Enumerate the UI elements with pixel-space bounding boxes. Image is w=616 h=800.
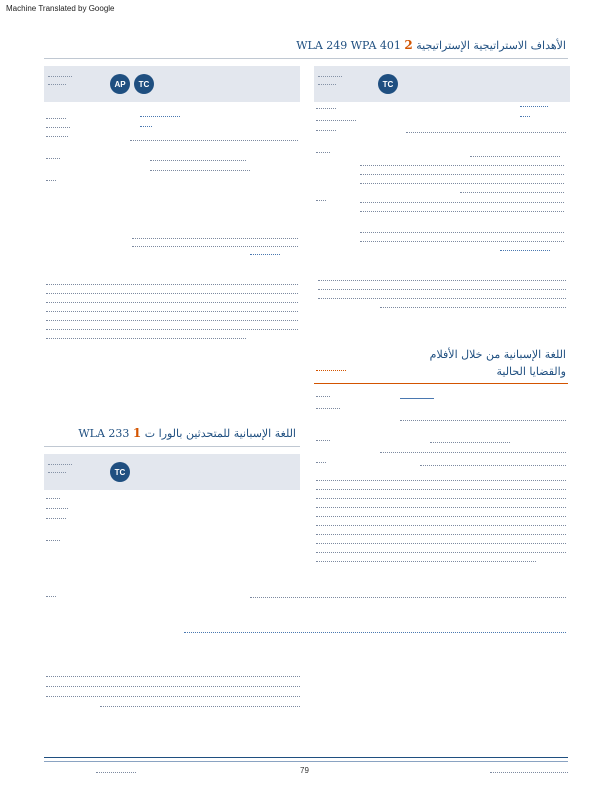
course-code: WLA 249 WPA 401 [296,39,401,52]
course-title-text: اللغة الإسبانية للمتحدثين بالورا ت [144,427,296,440]
footer-rule [44,757,568,758]
tc-logo-icon: TC [378,74,398,94]
band-label [48,472,66,473]
course-title-left [78,426,296,440]
band-label [48,76,72,77]
course-header-band-right [314,66,570,102]
band-label [48,464,72,465]
course-header-band-left [44,66,300,102]
footer-right-text [490,772,568,774]
course-title-text: الأهداف الاستراتيجية الإستراتيجية [416,39,566,52]
course-number: 1 [132,426,142,440]
heading-side-note [316,370,346,372]
tc-logo-icon: TC [134,74,154,94]
page-number: 79 [300,766,309,775]
section-heading-line2: والقضايا الحالية [496,365,566,378]
title-underline [44,446,300,447]
footer-left-text [96,772,136,774]
section-heading-line1: اللغة الإسبانية من خلال الأفلام [429,348,566,361]
band-label [48,84,66,85]
tc-logo-icon: TC [110,462,130,482]
ap-logo-icon: AP [110,74,130,94]
band-label [318,84,336,85]
course-number: 2 [404,38,413,52]
course-header-band-left-lower [44,454,300,490]
title-underline [44,58,568,59]
section-divider [314,383,568,384]
machine-translated-watermark: Machine Translated by Google [6,4,115,13]
footer-rule-2 [44,761,568,762]
section-heading [346,346,566,380]
band-label [318,76,342,77]
course-code: WLA 233 [78,427,130,440]
course-title-right [296,38,566,52]
